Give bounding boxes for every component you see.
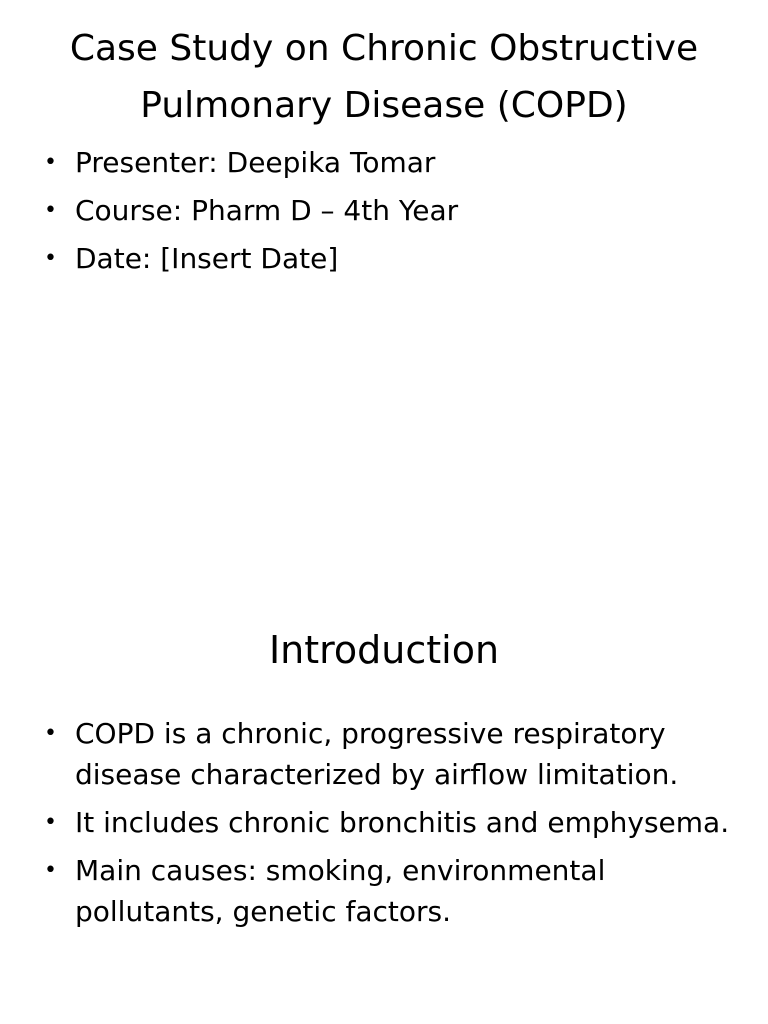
- bullet-item-date: [44, 235, 734, 283]
- bullet-list: [44, 139, 734, 283]
- bullet-text: Course: Pharm D – 4th Year: [75, 194, 459, 227]
- bullet-text: Date: [Insert Date]: [75, 242, 339, 275]
- bullet-text: COPD is a chronic, progressive respiratory disease characterized by airflow limitation.: [75, 717, 679, 791]
- bullet-text: Main causes: smoking, environmental pollutants, genetic factors.: [75, 854, 606, 928]
- bullet-item-includes: [44, 802, 734, 843]
- bullet-icon: •: [44, 721, 57, 746]
- bullet-item-presenter: [44, 139, 734, 187]
- slide-introduction: [0, 576, 768, 1024]
- bullet-icon: •: [44, 810, 57, 835]
- bullet-icon: •: [44, 150, 57, 175]
- bullet-list: [44, 713, 734, 939]
- bullet-item-causes: [44, 850, 734, 932]
- bullet-item-course: [44, 187, 734, 235]
- bullet-item-definition: [44, 713, 734, 795]
- bullet-text: Presenter: Deepika Tomar: [75, 146, 436, 179]
- slide-title: Introduction: [268, 628, 500, 672]
- slide-title: Case Study on Chronic Obstructive Pulmonary Disease (COPD): [69, 28, 699, 126]
- bullet-icon: •: [44, 198, 57, 223]
- bullet-icon: •: [44, 246, 57, 271]
- bullet-icon: •: [44, 858, 57, 883]
- bullet-text: It includes chronic bronchitis and emphysema.: [75, 806, 730, 839]
